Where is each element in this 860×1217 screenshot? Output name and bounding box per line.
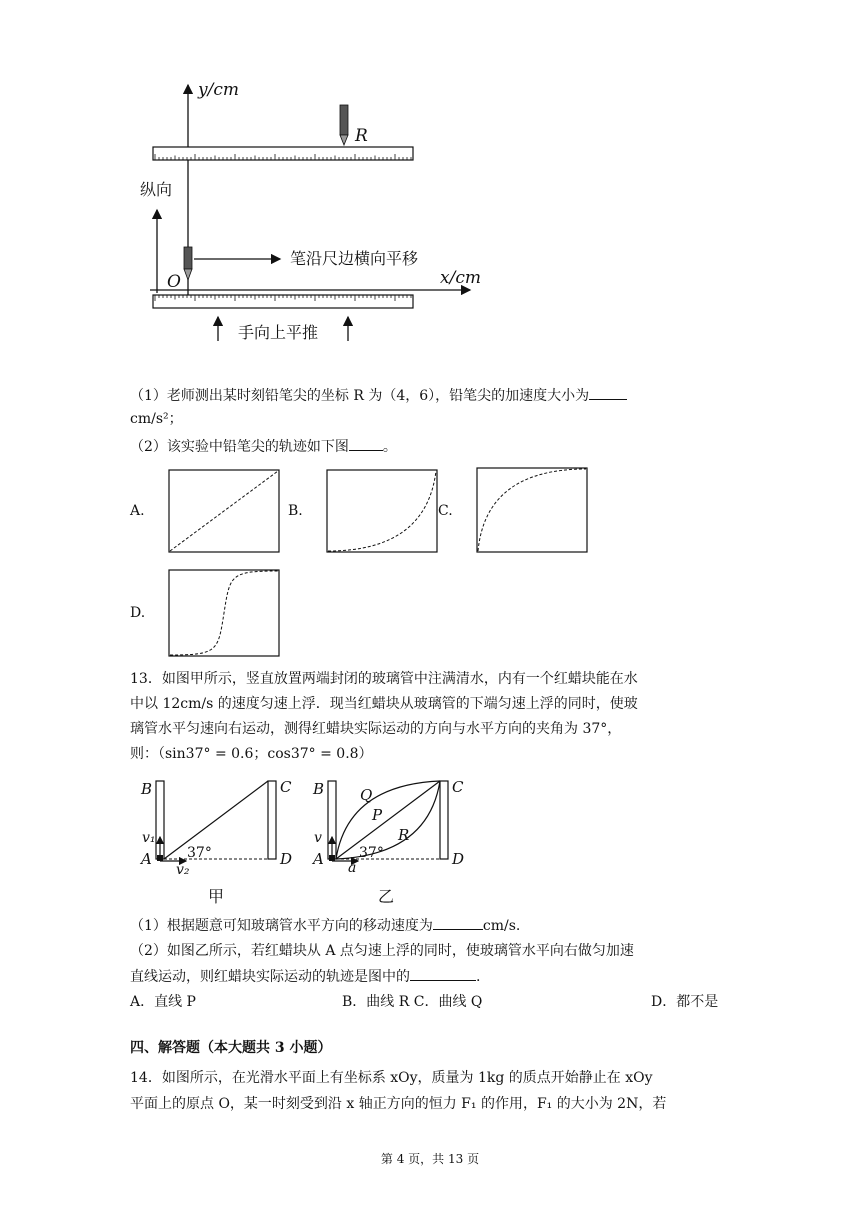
option-d-graph[interactable] (168, 569, 280, 657)
answer-blank-2[interactable] (349, 436, 383, 451)
ruler-pencil-figure (130, 75, 510, 350)
option-a-label: A. (130, 503, 145, 519)
yi-label-r: R (398, 826, 410, 844)
answer-blank-3[interactable] (433, 915, 483, 930)
q14-line2: 平面上的原点 O，某一时刻受到沿 x 轴正方向的恒力 F₁ 的作用，F₁ 的大小为 2N，若 (130, 1096, 667, 1112)
q13-option-d[interactable]: D．都不是 (651, 994, 719, 1010)
q13-line4: 则：（sin37° = 0.6；cos37° = 0.8） (130, 746, 373, 762)
figure-yi (312, 775, 472, 885)
q13-sub2-line2: 直线运动，则红蜡块实际运动的轨迹是图中的 . (130, 966, 480, 987)
q13-sub1: （1）根据题意可知玻璃管水平方向的移动速度为 cm/s. (130, 915, 520, 936)
jia-label-c: C (280, 778, 292, 796)
pen-move-label: 笔沿尺边横向平移 (290, 249, 419, 268)
point-r-label: R (355, 126, 368, 146)
origin-label: O (167, 272, 181, 292)
x-axis-label: x/cm (440, 268, 481, 288)
option-d-label: D. (130, 605, 146, 621)
option-c-graph[interactable] (476, 467, 588, 553)
q14-line1: 14．如图所示，在光滑水平面上有坐标系 xOy，质量为 1kg 的质点开始静止在 xOy (130, 1070, 653, 1086)
q13-line3: 璃管水平匀速向右运动，测得红蜡块实际运动的方向与水平方向的夹角为 37°， (130, 721, 622, 737)
q13-line2: 中以 12cm/s 的速度匀速上浮．现当红蜡块从玻璃管的下端匀速上浮的同时，使玻 (130, 696, 638, 712)
yi-label-a: A (313, 850, 324, 868)
option-c-label: C. (438, 503, 453, 519)
pencil-r-icon (340, 105, 348, 145)
yi-label-c: C (452, 778, 464, 796)
page-footer: 第 4 页，共 13 页 (380, 1152, 480, 1166)
q12-part1-line2: cm/s²； (130, 411, 183, 427)
yi-label-v: v (314, 830, 322, 846)
jia-label-v1: v₁ (142, 830, 156, 846)
yi-label-b: B (313, 780, 325, 798)
yi-label-acc: a (348, 860, 357, 876)
section-heading: 四、解答题（本大题共 3 小题） (130, 1040, 332, 1056)
q13-option-a[interactable]: A．直线 P (130, 994, 196, 1010)
yi-label-angle: 37° (359, 845, 384, 861)
pencil-o-icon (184, 247, 192, 280)
q13-line1: 13．如图甲所示，竖直放置两端封闭的玻璃管中注满清水，内有一个红蜡块能在水 (130, 671, 638, 687)
jia-label-b: B (141, 780, 153, 798)
yi-caption: 乙 (378, 887, 395, 906)
jia-label-angle: 37° (187, 845, 212, 861)
q13-sub2-line1: （2）如图乙所示，若红蜡块从 A 点匀速上浮的同时，使玻璃管水平向右做匀加速 (130, 943, 634, 959)
q13-option-bc[interactable]: B．曲线 R C．曲线 Q (342, 994, 483, 1010)
q12-part1-line1: （1）老师测出某时刻铅笔尖的坐标 R 为（4，6），铅笔尖的加速度大小为 (130, 385, 627, 406)
push-label: 手向上平推 (238, 323, 319, 342)
answer-blank-1[interactable] (589, 385, 627, 400)
option-a-graph[interactable] (168, 469, 280, 553)
yi-label-p: P (372, 806, 383, 824)
vertical-direction-label: 纵向 (140, 180, 173, 199)
jia-label-a: A (141, 850, 152, 868)
jia-caption: 甲 (208, 887, 225, 906)
figure-jia (140, 775, 300, 885)
jia-label-v2: v₂ (176, 862, 190, 878)
option-b-label: B. (288, 503, 303, 519)
q12-part2: （2）该实验中铅笔尖的轨迹如下图 。 (130, 436, 397, 457)
jia-label-d: D (280, 850, 293, 868)
option-b-graph[interactable] (326, 469, 438, 553)
y-axis-label: y/cm (198, 80, 239, 100)
yi-label-d: D (452, 850, 465, 868)
yi-label-q: Q (360, 786, 373, 804)
answer-blank-4[interactable] (410, 966, 476, 981)
